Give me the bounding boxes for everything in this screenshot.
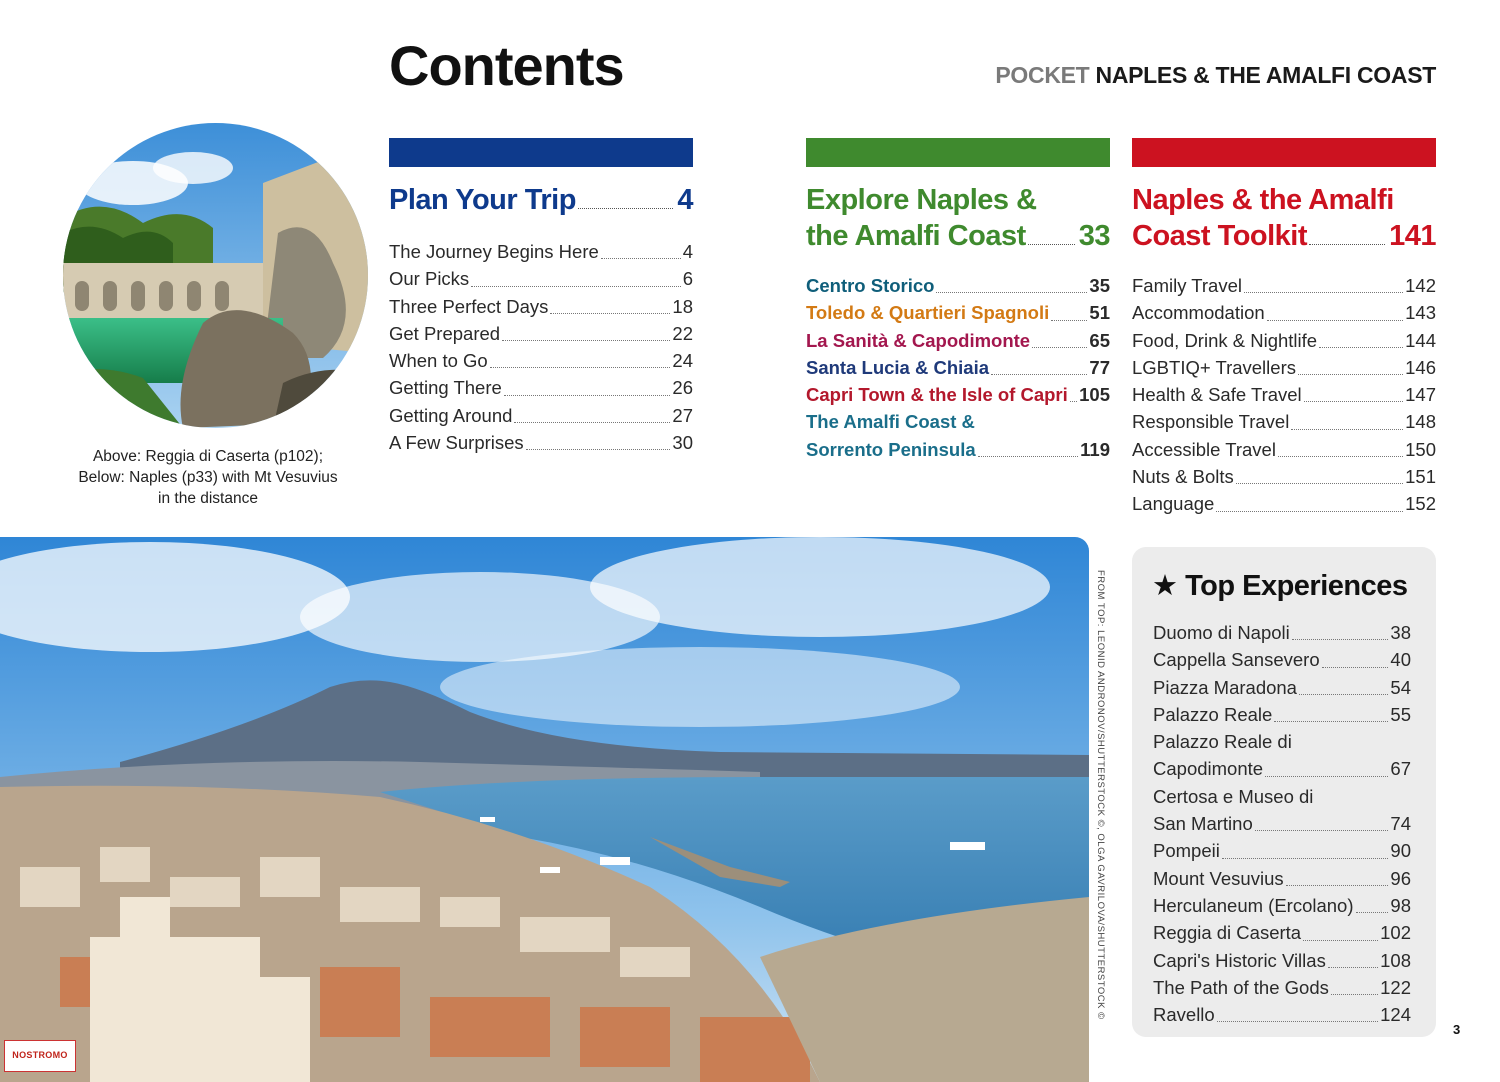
toc-entry-page: 143 bbox=[1405, 302, 1436, 324]
naples-panorama-photo bbox=[0, 537, 1089, 1082]
toc-entry-label: Santa Lucia & Chiaia bbox=[806, 356, 989, 378]
star-icon: ★ bbox=[1152, 570, 1178, 602]
top-experiences-heading bbox=[1152, 568, 1408, 603]
toc-entry-page: 90 bbox=[1390, 840, 1411, 862]
toc-entry-label: Getting There bbox=[389, 377, 502, 399]
explore-heading-line2: the Amalfi Coast bbox=[806, 220, 1026, 252]
toc-entry-label: Family Travel bbox=[1132, 275, 1242, 296]
toc-entry[interactable] bbox=[1153, 919, 1411, 946]
toc-entry-label: Duomo di Napoli bbox=[1153, 622, 1290, 643]
leader-dots bbox=[1051, 320, 1087, 321]
explore-heading-page: 33 bbox=[1078, 220, 1110, 252]
toc-entry[interactable] bbox=[1153, 619, 1411, 646]
toc-entry[interactable] bbox=[806, 354, 1110, 381]
caption-line: in the distance bbox=[158, 490, 258, 507]
toc-entry[interactable] bbox=[1153, 837, 1411, 864]
leader-dots bbox=[1216, 511, 1403, 512]
toc-entry-label: Herculaneum (Ercolano) bbox=[1153, 894, 1354, 916]
toc-entry-label: San Martino bbox=[1153, 813, 1253, 835]
leader-dots bbox=[1331, 994, 1378, 995]
toc-entry-label: Capri Town & the Isle of Capri bbox=[806, 384, 1068, 406]
toc-entry-label: Capri's Historic Villas bbox=[1153, 949, 1326, 971]
toc-entry[interactable] bbox=[806, 327, 1110, 354]
photo-credit bbox=[1090, 570, 1112, 1020]
toc-entry-page: 98 bbox=[1390, 894, 1411, 916]
publisher-logo-text: NOSTROMO bbox=[12, 1050, 68, 1060]
leader-dots bbox=[1309, 244, 1385, 245]
toc-entry[interactable] bbox=[1153, 674, 1411, 701]
toc-entry-label: Mount Vesuvius bbox=[1153, 867, 1284, 889]
toc-entry[interactable] bbox=[1153, 783, 1411, 838]
toc-entry-page: 35 bbox=[1089, 275, 1110, 296]
plan-heading-page: 4 bbox=[677, 184, 693, 216]
leader-dots bbox=[991, 374, 1087, 375]
toc-entry[interactable] bbox=[1153, 865, 1411, 892]
toc-entry-label: Palazzo Reale di bbox=[1153, 731, 1292, 753]
leader-dots bbox=[502, 340, 670, 341]
leader-dots bbox=[1299, 694, 1388, 695]
leader-dots bbox=[1274, 721, 1388, 722]
top-experiences-list bbox=[1153, 619, 1411, 1028]
toc-entry-page: 18 bbox=[672, 295, 693, 317]
toc-entry[interactable] bbox=[1132, 381, 1436, 408]
leader-dots bbox=[1322, 667, 1389, 668]
toc-entry-page: 148 bbox=[1405, 411, 1436, 433]
book-brand bbox=[995, 62, 1436, 89]
toc-entry-label: Get Prepared bbox=[389, 322, 501, 344]
leader-dots bbox=[1328, 967, 1378, 968]
toc-entry[interactable] bbox=[806, 299, 1110, 326]
toc-entry[interactable] bbox=[1153, 646, 1411, 673]
leader-dots bbox=[978, 456, 1079, 457]
toc-entry[interactable] bbox=[389, 402, 693, 429]
toc-entry-label: The Amalfi Coast & bbox=[806, 411, 975, 433]
photo-caption bbox=[60, 446, 356, 509]
leader-dots bbox=[504, 395, 671, 396]
leader-dots bbox=[490, 367, 671, 368]
toc-entry-label: Accessible Travel bbox=[1132, 438, 1276, 460]
toc-entry-label: Our Picks bbox=[389, 268, 470, 290]
toc-entry[interactable] bbox=[389, 429, 693, 456]
toc-entry-label: Toledo & Quartieri Spagnoli bbox=[806, 302, 1050, 324]
leader-dots bbox=[471, 286, 681, 287]
toc-entry-label: LGBTIQ+ Travellers bbox=[1132, 356, 1296, 378]
toc-entry-label: When to Go bbox=[389, 350, 488, 372]
leader-dots bbox=[1265, 776, 1388, 777]
toc-entry-page: 27 bbox=[672, 404, 693, 426]
leader-dots bbox=[578, 208, 673, 209]
leader-dots bbox=[1032, 347, 1087, 348]
toc-entry-page: 40 bbox=[1390, 649, 1411, 671]
toc-entry-label: La Sanità & Capodimonte bbox=[806, 329, 1031, 351]
toc-entry[interactable] bbox=[389, 347, 693, 374]
toolkit-heading-line2: Coast Toolkit bbox=[1132, 220, 1308, 252]
leader-dots bbox=[1291, 429, 1403, 430]
toc-entry-page: 54 bbox=[1390, 676, 1411, 698]
leader-dots bbox=[1304, 401, 1403, 402]
toc-entry-page: 147 bbox=[1405, 384, 1436, 406]
toc-entry-label: Accommodation bbox=[1132, 302, 1265, 324]
toc-entry[interactable] bbox=[389, 238, 693, 265]
toc-entry[interactable] bbox=[806, 408, 1110, 463]
toc-entry[interactable] bbox=[1132, 272, 1436, 299]
leader-dots bbox=[1267, 320, 1403, 321]
toc-entry-label: Sorrento Peninsula bbox=[806, 438, 976, 460]
publisher-logo bbox=[4, 1040, 76, 1072]
toc-entry-page: 152 bbox=[1405, 493, 1436, 515]
toc-entry-page: 124 bbox=[1380, 1004, 1411, 1026]
toolkit-heading[interactable] bbox=[1132, 182, 1436, 254]
toc-entry[interactable] bbox=[1153, 728, 1411, 783]
toc-entry-page: 96 bbox=[1390, 867, 1411, 889]
explore-heading-line1: Explore Naples & bbox=[806, 184, 1037, 216]
toc-entry-page: 122 bbox=[1380, 976, 1411, 998]
leader-dots bbox=[1070, 401, 1077, 402]
toc-entry[interactable] bbox=[1153, 947, 1411, 974]
page-number: 3 bbox=[1453, 1022, 1461, 1037]
toc-entry-label: Language bbox=[1132, 493, 1215, 515]
toc-entry[interactable] bbox=[1153, 974, 1411, 1001]
toc-entry-page: 67 bbox=[1390, 758, 1411, 780]
toc-entry-page: 26 bbox=[672, 377, 693, 399]
leader-dots bbox=[526, 449, 671, 450]
toc-entry-label: Capodimonte bbox=[1153, 758, 1264, 780]
toc-entry-label: Palazzo Reale bbox=[1153, 703, 1273, 725]
toc-entry-page: 150 bbox=[1405, 438, 1436, 460]
toc-entry-page: 38 bbox=[1390, 622, 1411, 643]
leader-dots bbox=[1356, 912, 1389, 913]
plan-list bbox=[389, 238, 693, 456]
toc-entry[interactable] bbox=[389, 320, 693, 347]
toc-entry-page: 24 bbox=[672, 350, 693, 372]
toc-entry-page: 30 bbox=[672, 432, 693, 454]
toc-entry[interactable] bbox=[1132, 354, 1436, 381]
toc-entry[interactable] bbox=[806, 381, 1110, 408]
toc-entry[interactable] bbox=[389, 374, 693, 401]
toc-entry-page: 105 bbox=[1079, 384, 1110, 406]
toc-entry[interactable] bbox=[389, 293, 693, 320]
explore-color-bar bbox=[806, 138, 1110, 167]
toc-entry-label: Piazza Maradona bbox=[1153, 676, 1297, 698]
leader-dots bbox=[1319, 347, 1403, 348]
toc-entry[interactable] bbox=[1132, 299, 1436, 326]
leader-dots bbox=[1298, 374, 1403, 375]
toc-entry-page: 119 bbox=[1080, 438, 1110, 460]
toc-entry-label: Three Perfect Days bbox=[389, 295, 549, 317]
toc-entry[interactable] bbox=[1153, 701, 1411, 728]
toc-entry-page: 108 bbox=[1380, 949, 1411, 971]
plan-heading-label: Plan Your Trip bbox=[389, 184, 576, 216]
leader-dots bbox=[514, 422, 670, 423]
leader-dots bbox=[1028, 244, 1075, 245]
toc-entry-label: A Few Surprises bbox=[389, 432, 524, 454]
toc-entry-label: Centro Storico bbox=[806, 275, 935, 296]
leader-dots bbox=[1217, 1021, 1378, 1022]
toc-entry-label: The Path of the Gods bbox=[1153, 976, 1329, 998]
toc-entry-page: 65 bbox=[1089, 329, 1110, 351]
leader-dots bbox=[1303, 940, 1378, 941]
toolkit-heading-line1: Naples & the Amalfi bbox=[1132, 184, 1394, 216]
toolkit-heading-page: 141 bbox=[1389, 220, 1436, 252]
toc-entry-page: 146 bbox=[1405, 356, 1436, 378]
toc-entry-label: The Journey Begins Here bbox=[389, 241, 599, 262]
toc-entry-label: Certosa e Museo di bbox=[1153, 785, 1314, 807]
toc-entry[interactable] bbox=[1153, 892, 1411, 919]
explore-heading[interactable] bbox=[806, 182, 1110, 254]
toc-entry[interactable] bbox=[389, 265, 693, 292]
toc-entry-label: Ravello bbox=[1153, 1004, 1215, 1026]
toc-entry-page: 77 bbox=[1089, 356, 1110, 378]
leader-dots bbox=[1292, 639, 1389, 640]
toc-entry[interactable] bbox=[1153, 1001, 1411, 1028]
toc-entry[interactable] bbox=[1132, 490, 1436, 517]
brand-pocket: POCKET bbox=[995, 62, 1090, 88]
toc-entry[interactable] bbox=[1132, 436, 1436, 463]
leader-dots bbox=[1244, 292, 1403, 293]
toc-entry-label: Reggia di Caserta bbox=[1153, 922, 1302, 944]
toc-entry-page: 74 bbox=[1390, 813, 1411, 835]
leader-dots bbox=[1278, 456, 1403, 457]
toc-entry[interactable] bbox=[1132, 463, 1436, 490]
leader-dots bbox=[1222, 858, 1389, 859]
toc-entry[interactable] bbox=[1132, 408, 1436, 435]
photo-credit-text: FROM TOP: LEONID ANDRONOV/SHUTTERSTOCK ©, OLGA GAVRILOVA/SHUTTERSTOCK © bbox=[1095, 570, 1106, 1020]
plan-heading[interactable] bbox=[389, 182, 693, 218]
toc-entry-page: 6 bbox=[682, 268, 693, 290]
toc-entry-label: Health & Safe Travel bbox=[1132, 384, 1302, 406]
toc-entry-page: 51 bbox=[1089, 302, 1110, 324]
brand-name: NAPLES & THE AMALFI COAST bbox=[1095, 62, 1436, 88]
caption-line: Below: Naples (p33) with Mt Vesuvius bbox=[78, 469, 338, 486]
explore-list bbox=[806, 272, 1110, 463]
leader-dots bbox=[936, 292, 1087, 293]
toc-entry-label: Food, Drink & Nightlife bbox=[1132, 329, 1318, 351]
toc-entry-page: 55 bbox=[1390, 703, 1411, 725]
toc-entry-page: 22 bbox=[672, 322, 693, 344]
leader-dots bbox=[1236, 483, 1403, 484]
leader-dots bbox=[1255, 830, 1389, 831]
toc-entry-label: Responsible Travel bbox=[1132, 411, 1290, 433]
toc-entry-label: Cappella Sansevero bbox=[1153, 649, 1320, 671]
caption-line: Above: Reggia di Caserta (p102); bbox=[92, 448, 324, 465]
toolkit-color-bar bbox=[1132, 138, 1436, 167]
toc-entry-label: Pompeii bbox=[1153, 840, 1220, 862]
toc-entry-label: Nuts & Bolts bbox=[1132, 466, 1234, 488]
toolkit-list bbox=[1132, 272, 1436, 518]
toc-entry-page: 4 bbox=[682, 241, 693, 262]
page-title: Contents bbox=[389, 34, 624, 97]
top-experiences-heading-label: Top Experiences bbox=[1185, 570, 1408, 602]
toc-entry[interactable] bbox=[806, 272, 1110, 299]
leader-dots bbox=[550, 313, 670, 314]
toc-entry[interactable] bbox=[1132, 327, 1436, 354]
toc-entry-page: 151 bbox=[1405, 466, 1436, 488]
toc-entry-label: Getting Around bbox=[389, 404, 513, 426]
plan-color-bar bbox=[389, 138, 693, 167]
leader-dots bbox=[1286, 885, 1389, 886]
leader-dots bbox=[601, 258, 681, 259]
toc-entry-page: 142 bbox=[1405, 275, 1436, 296]
toc-entry-page: 144 bbox=[1405, 329, 1436, 351]
toc-entry-page: 102 bbox=[1380, 922, 1411, 944]
reggia-di-caserta-photo bbox=[63, 123, 368, 428]
